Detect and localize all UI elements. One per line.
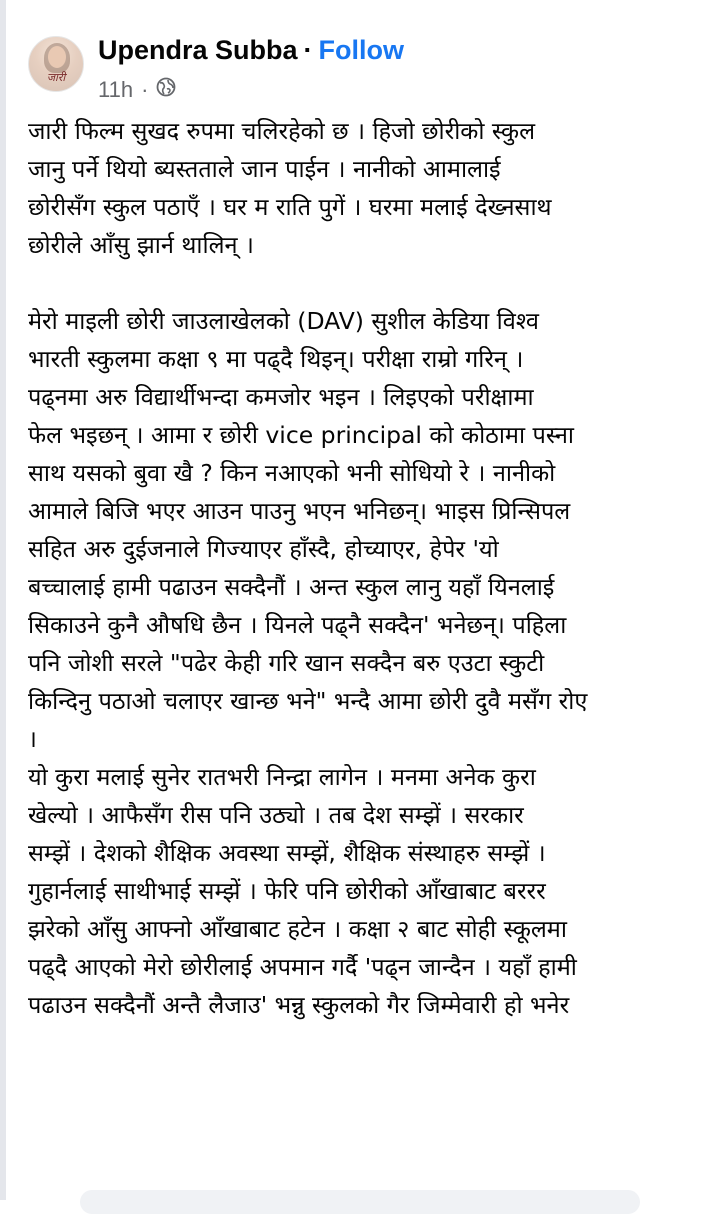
paragraph-1	[28, 112, 717, 264]
text-line: पढ्नमा अरु विद्यार्थीभन्दा कमजोर भइन । लिइएको परीक्षामा	[28, 383, 534, 411]
text-line: बच्चालाई हामी पढाउन सक्दैनौं । अन्त स्कुल लानु यहाँ यिनलाई	[28, 573, 555, 601]
author-name[interactable]: Upendra Subba	[98, 35, 298, 65]
post-meta	[98, 74, 176, 106]
meta-separator: ·	[141, 77, 149, 102]
follow-button[interactable]: Follow	[318, 35, 405, 65]
text-line: सिकाउने कुनै औषधि छैन । यिनले पढ्नै सक्दैन' भनेछन्। पहिला	[28, 611, 567, 639]
text-line: पढाउन सक्दैनौं अन्तै लैजाउ' भन्नु स्कुलको गैर जिम्मेवारी हो भनेर	[28, 991, 570, 1019]
text-line: पनि जोशी सरले "पढेर केही गरि खान सक्दैन बरु एउटा स्कुटी	[28, 649, 545, 677]
text-line: सहित अरु दुईजनाले गिज्याएर हाँस्दै, होच्याएर, हेपेर 'यो	[28, 535, 499, 563]
text-line: छोरीले आँसु झार्न थालिन् ।	[28, 231, 254, 259]
avatar[interactable]	[28, 36, 84, 92]
post-timestamp[interactable]: 11h	[98, 77, 134, 102]
text-line: जारी फिल्म सुखद रुपमा चलिरहेको छ । हिजो छोरीको स्कुल	[28, 117, 536, 145]
text-line: गुहार्नलाई साथीभाई सम्झें । फेरि पनि छोरीको आँखाबाट बररर	[28, 877, 546, 905]
post-body	[28, 112, 717, 1024]
paragraph-gap	[28, 264, 717, 302]
bottom-toolbar-edge	[80, 1190, 640, 1214]
header-separator: ·	[303, 35, 313, 65]
text-line: खेल्यो । आफैसँग रीस पनि उठ्यो । तब देश सम्झें । सरकार	[28, 801, 524, 829]
thread-border	[0, 0, 6, 1200]
post-header	[98, 30, 404, 70]
text-line: झरेको आँसु आफ्नो आँखाबाट हटेन । कक्षा २ बाट सोही स्कूलमा	[28, 915, 567, 943]
text-line: पढ्दै आएको मेरो छोरीलाई अपमान गर्दै 'पढ्न जान्दैन । यहाँ हामी	[28, 953, 577, 981]
text-line: साथ यसको बुवा खै ? किन नआएको भनी सोधियो रे । नानीको	[28, 459, 556, 487]
text-line: किन्दिनु पठाओ चलाएर खान्छ भने" भन्दै आमा छोरी दुवै मसँग रोए	[28, 687, 588, 715]
text-line: जानु पर्ने थियो ब्यस्तताले जान पाईन । नानीको आमालाई	[28, 155, 501, 183]
text-line: छोरीसँग स्कुल पठाएँ । घर म राति पुगें । घरमा मलाई देख्नसाथ	[28, 193, 552, 221]
text-line: सम्झें । देशको शैक्षिक अवस्था सम्झें, शैक्षिक संस्थाहरु सम्झें ।	[28, 839, 546, 867]
avatar-logo-text: जारी	[46, 71, 66, 84]
paragraph-3	[28, 758, 717, 1024]
text-line: फेल भइछन् । आमा र छोरी vice principal को कोठामा पस्ना	[28, 421, 574, 449]
text-line: ।	[28, 725, 37, 753]
paragraph-2	[28, 302, 717, 758]
text-line: यो कुरा मलाई सुनेर रातभरी निन्द्रा लागेन । मनमा अनेक कुरा	[28, 763, 536, 791]
facebook-post	[28, 0, 717, 1200]
text-line: आमाले बिजि भएर आउन पाउनु भएन भनिछन्। भाइस प्रिन्सिपल	[28, 497, 571, 525]
text-line: भारती स्कुलमा कक्षा ९ मा पढ्दै थिइन्। परीक्षा राम्रो गरिन् ।	[28, 345, 524, 373]
text-line: मेरो माइली छोरी जाउलाखेलको (DAV) सुशील केडिया विश्व	[28, 307, 539, 335]
globe-icon[interactable]	[156, 74, 176, 106]
avatar-face-shape	[48, 46, 66, 68]
